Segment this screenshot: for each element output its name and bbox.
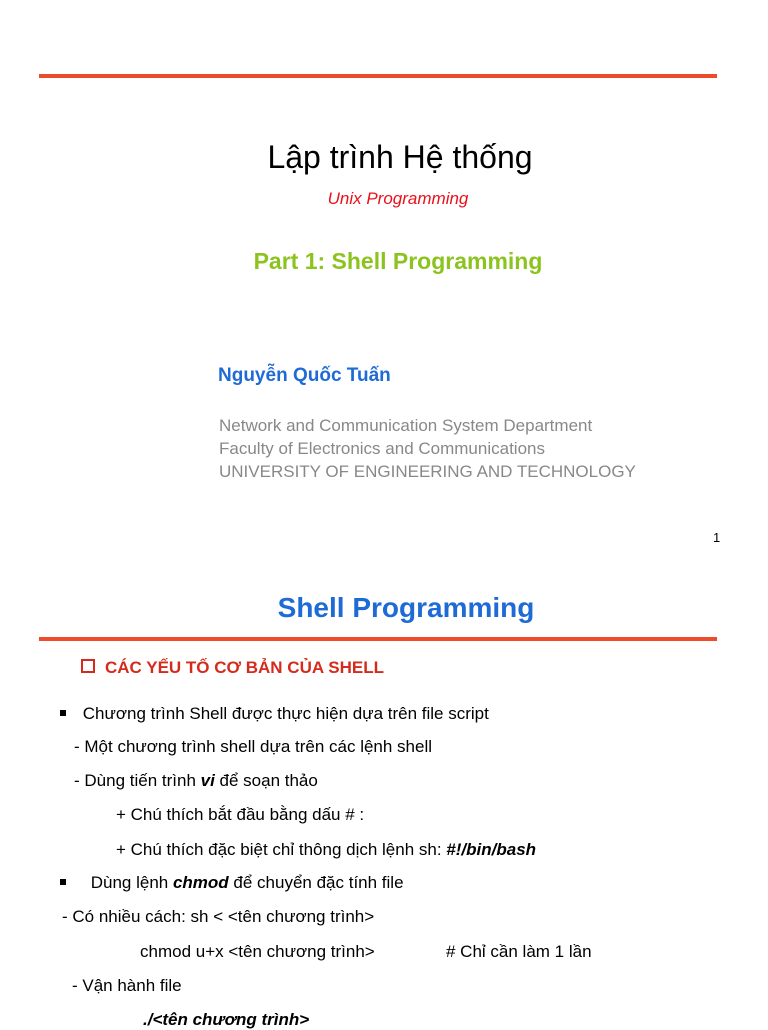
- top-divider: [39, 74, 717, 78]
- square-bullet-icon: [60, 710, 66, 716]
- line-text: Dùng lệnh: [90, 873, 173, 892]
- affiliation-faculty: Faculty of Electronics and Communications: [219, 439, 545, 458]
- command-chmod: chmod: [172, 873, 229, 892]
- sub-line: [62, 907, 374, 927]
- line-text: + Chú thích bắt đầu bằng dấu # :: [116, 805, 365, 824]
- command-vi: vi: [200, 771, 215, 790]
- sub-line: [72, 976, 182, 996]
- line-text: # Chỉ cần làm 1 lần: [446, 942, 592, 961]
- affiliation-university: UNIVERSITY OF ENGINEERING AND TECHNOLOGY: [219, 462, 636, 481]
- slide-subtitle: Unix Programming: [327, 189, 469, 208]
- bullet-line: [60, 704, 489, 724]
- line-text: + Chú thích đặc biệt chỉ thông dịch lệnh sh:: [116, 840, 447, 859]
- line-text: để soạn thảo: [214, 771, 318, 790]
- code-line: [140, 942, 375, 962]
- page-number: 1: [713, 530, 721, 545]
- sub-line: [74, 771, 318, 791]
- author-name: Nguyễn Quốc Tuấn: [218, 365, 391, 386]
- line-text: Chương trình Shell được thực hiện dựa trên file script: [82, 704, 489, 723]
- sub-line: [74, 737, 432, 757]
- line-text: chmod u+x <tên chương trình>: [140, 942, 375, 961]
- slide2-title: Shell Programming: [277, 592, 535, 623]
- code-comment: [446, 942, 592, 962]
- line-text: - Dùng tiến trình: [74, 771, 201, 790]
- affiliation-block: [219, 414, 636, 483]
- run-command: ./<tên chương trình>: [143, 1010, 310, 1029]
- sub-sub-line: [116, 805, 364, 825]
- slide2-divider: [39, 637, 717, 641]
- line-text: - Vận hành file: [72, 976, 182, 995]
- sub-sub-line: [116, 840, 536, 860]
- line-text: - Có nhiều cách: sh < <tên chương trình>: [62, 907, 375, 926]
- slide-title: Lập trình Hệ thống: [267, 139, 533, 175]
- part-heading: Part 1: Shell Programming: [253, 248, 543, 274]
- affiliation-department: Network and Communication System Department: [219, 416, 593, 435]
- section-heading: [81, 658, 384, 678]
- checkbox-bullet-icon: [81, 659, 95, 673]
- line-text: - Một chương trình shell dựa trên các lệnh shell: [74, 737, 433, 756]
- shebang-text: #!/bin/bash: [446, 840, 537, 859]
- square-bullet-icon: [60, 879, 66, 885]
- bullet-line: [60, 873, 404, 893]
- line-text: để chuyển đặc tính file: [228, 873, 404, 892]
- section-heading-text: CÁC YẾU TỐ CƠ BẢN CỦA SHELL: [105, 658, 384, 677]
- code-line: [143, 1010, 309, 1030]
